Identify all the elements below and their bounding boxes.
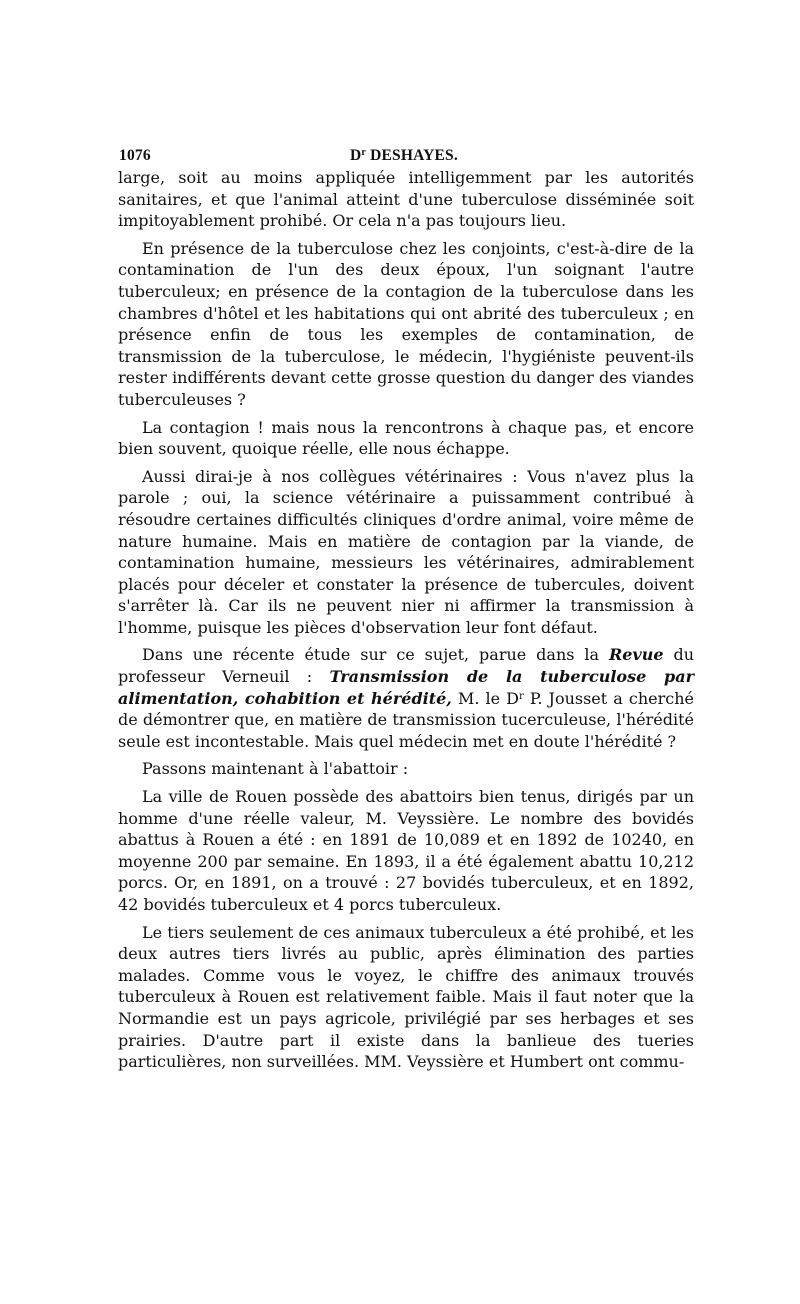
paragraph: La contagion ! mais nous la rencontrons à chaque pas, et encore bien souvent, quoique réelle, elle nous échappe. xyxy=(118,417,694,459)
book-page xyxy=(118,143,694,1079)
paragraph xyxy=(118,644,694,752)
text-run: du professeur Verneuil : xyxy=(118,645,695,687)
running-head xyxy=(118,143,694,167)
paragraph: Le tiers seulement de ces animaux tuberculeux a été prohibé, et les deux autres tiers livrés au public, après élimination des parties malades. Comme vous le voyez, le chiffre des animaux trouvés tuberculeux à Rouen est relativement faible. Mais il faut noter que la Normandie est un pays agricole, privilégié par ses herbages et ses prairies. D'autre part il existe dans la banlieue des tueries particulières, non surveillées. MM. Veyssière et Humbert ont commu- xyxy=(118,922,694,1072)
running-title-sup: r xyxy=(361,147,367,158)
paragraph: En présence de la tuberculose chez les conjoints, c'est-à-dire de la contamination de l'un des deux époux, l'un soignant l'autre tuberculeux; en présence de la contagion de la tuberculose dans les chambres d'hôtel et les habitations qui ont abrité des tuberculeux ; en présence enfin de tous les exemples de contamination, de transmission de la tuberculose, le médecin, l'hygiéniste peuvent-ils rester indifférents devant cette grosse question du danger des viandes tuberculeuses ? xyxy=(118,238,694,409)
doctor-abbrev-sup: r xyxy=(519,690,524,702)
running-title-prefix: D xyxy=(350,147,362,164)
text-run: Dans une récente étude sur ce sujet, parue dans la xyxy=(142,645,600,665)
paragraph: Passons maintenant à l'abattoir : xyxy=(142,759,409,779)
journal-title: Revue xyxy=(608,645,664,665)
paragraph: large, soit au moins appliquée intelligemment par les autorités sanitaires, et que l'animal atteint d'une tuberculose disséminée soit impitoyablement prohibé. Or cela n'a pas toujours lieu. xyxy=(118,168,694,231)
text-run: M. le D xyxy=(457,688,519,708)
paragraph: La ville de Rouen possède des abattoirs bien tenus, dirigés par un homme d'une réelle valeur, M. Veyssière. Le nombre des bovidés abattus à Rouen a été : en 1891 de 10,089 et en 1892 de 10240, en moyenne 200 par semaine. En 1893, il a été également abattu 10,212 porcs. Or, en 1891, on a trouvé : 27 bovidés tuberculeux, et en 1892, 42 bovidés tuberculeux et 4 porcs tuberculeux. xyxy=(118,787,694,914)
running-title-name: DESHAYES. xyxy=(370,147,458,164)
page-number: 1076 xyxy=(119,147,151,164)
text-run: P. Jousset a cherché de démontrer que, en matière de transmission tucerculeuse, l'hérédité seule est incontestable. Mais quel médecin met en doute l'hérédité ? xyxy=(118,688,695,751)
paragraph: Aussi dirai-je à nos collègues vétérinaires : Vous n'avez plus la parole ; oui, la science vétérinaire a puissamment contribué à résoudre certaines difficultés cliniques d'ordre animal, voire même de nature humaine. Mais en matière de contagion par la viande, de contamination humaine, messieurs les vétérinaires, admirablement placés pour déceler et constater la présence de tubercules, doivent s'arrêter là. Car ils ne peuvent nier ni affirmer la transmission à l'homme, puisque les pièces d'observation leur font défaut. xyxy=(118,466,694,637)
body-text xyxy=(118,167,694,1073)
running-title xyxy=(350,147,458,165)
work-title: Transmission de la tuberculose par alimentation, cohabition et hérédité, xyxy=(118,667,695,708)
